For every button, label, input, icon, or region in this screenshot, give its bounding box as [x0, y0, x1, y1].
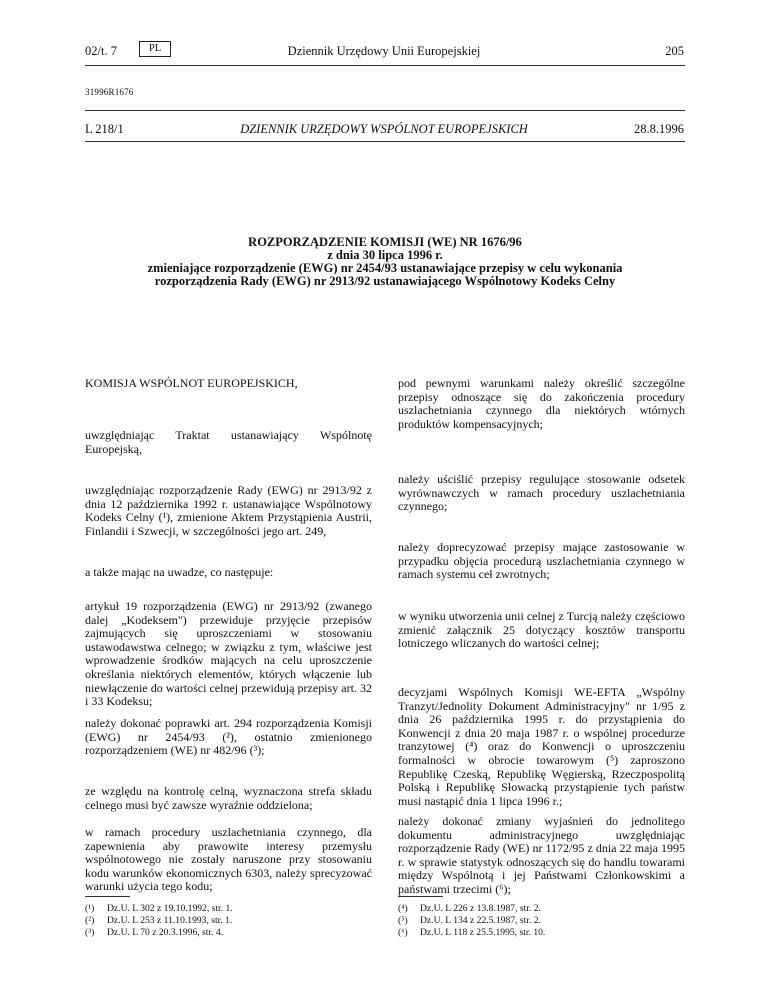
journal-title: Dziennik Urzędowy Unii Europejskiej — [287, 44, 481, 58]
recital-7: należy doprecyzować przepisy mające zastosowanie w przypadku objęcia procedurą uszlachetniania czynnego w ramach systemu ceł zwrotnych; — [398, 540, 685, 582]
original-reference: L 218/1 — [85, 122, 124, 136]
recital-8: w wyniku utworzenia unii celnej z Turcją należy częściowo zmienić załącznik 25 dotyczący kosztów transportu lotniczego wliczanych do wartości celnej; — [398, 609, 685, 651]
recital-9: decyzjami Wspólnych Komisji WE-EFTA „Wspólny Tranzyt/Jednolity Dokument Administracyjny" nr 1/95 z dnia 26 października 1995 r. do przystąpienia do Konwencji z dnia 20 maja 1987 r. o wspólnej procedurze tranzytowej (⁴) oraz do Konwencji o uproszczeniu formalności w obrocie towarowym (⁵) zaproszono Republikę Czeską, Republikę Węgierską, Rzeczpospolitą Polską i Republikę Słowacką przystąpienie tych państw musi nastąpić dnia 1 lipca 1996 r.; — [398, 685, 685, 808]
left-column — [85, 0, 372, 994]
regulation-subject-line1: zmieniające rozporządzenie (EWG) nr 2454/93 ustanawiające przepisy w celu wykonania — [147, 261, 623, 275]
footnote-6: (⁶) Dz.U. L 118 z 25.5.1995, str. 10. — [398, 927, 546, 938]
footnote-3: (³) Dz.U. L 70 z 20.3.1996, str. 4. — [85, 927, 224, 938]
footnote-rule-right — [398, 896, 443, 897]
footnote-5: (⁵) Dz.U. L 134 z 22.5.1987, str. 2. — [398, 915, 541, 926]
regulation-title: ROZPORZĄDZENIE KOMISJI (WE) NR 1676/96 — [248, 235, 522, 249]
section-number: 02/t. 7 — [85, 44, 117, 58]
original-journal-title: DZIENNIK URZĘDOWY WSPÓLNOT EUROPEJSKICH — [240, 122, 528, 136]
regulation-date: z dnia 30 lipca 1996 r. — [327, 248, 443, 262]
footnote-4: (⁴) Dz.U. L 226 z 13.8.1987, str. 2. — [398, 903, 541, 914]
language-badge: PL — [139, 41, 171, 57]
recital-10: należy dokonać zmiany wyjaśnień do jednolitego dokumentu administracyjnego uwzględniając rozporządzenie Rady (WE) nr 1172/95 z dnia 22 maja 1995 r. w sprawie statystyk odnoszących się do handlu towarami między Wspólnotą i jej Państwami Członkowskimi a państwami trzecimi (⁶); — [398, 814, 685, 896]
recital-5: pod pewnymi warunkami należy określić szczególne przepisy odnoszące się do zakończenia procedury uszlachetniania czynnego dla niektórych wtórnych produktów kompensacyjnych; — [398, 376, 685, 431]
footnote-1: (¹) Dz.U. L 302 z 19.10.1992, str. 1. — [85, 903, 233, 914]
footnote-2: (²) Dz.U. L 253 z 11.10.1993, str. 1. — [85, 915, 233, 926]
celex-number: 31996R1676 — [85, 87, 134, 97]
original-date: 28.8.1996 — [634, 122, 684, 136]
recital-6: należy uściślić przepisy regulujące stosowanie odsetek wyrównawczych w ramach procedury uszlachetniania czynnego; — [398, 472, 685, 514]
recital-4: w ramach procedury uszlachetniania czynnego, dla zapewnienia aby prawowite interesy przemysłu wspólnotowego nie zostały naruszone przy stosowaniu kodu warunków ekonomicznych 6303, należy sprecyzować warunki użycia tego kodu; — [85, 825, 372, 894]
right-column — [398, 0, 685, 994]
recital-customs-code: uwzględniając rozporządzenie Rady (EWG) nr 2913/92 z dnia 12 października 1992 r. ustanawiające Wspólnotowy Kodeks Celny (¹), zmienione Aktem Przystąpienia Austrii, Finlandii i Szwecji, w szczególności jego art. 249, — [85, 483, 372, 538]
regulation-subject-line2: rozporządzenia Rady (EWG) nr 2913/92 ustanawiającego Wspólnotowy Kodeks Celny — [154, 274, 616, 288]
footnote-rule-left — [85, 896, 130, 897]
recital-2: należy dokonać poprawki art. 294 rozporządzenia Komisji (EWG) nr 2454/93 (²), ostatnio zmienionego rozporządzeniem (WE) nr 482/96 (³); — [85, 716, 372, 758]
recital-3: ze względu na kontrolę celną, wyznaczona strefa składu celnego musi być zawsze wyraźnie oddzielona; — [85, 784, 372, 812]
page-number: 205 — [665, 44, 684, 58]
recital-1: artykuł 19 rozporządzenia (EWG) nr 2913/92 (zwanego dalej „Kodeksem") przewiduje przyjęcie przepisów zajmujących się uproszczeniami w stosowaniu ustawodawstwa celnego; w związku z tym, właściwe jest wprowadzenie środków mających na celu uproszczenie określania niektórych elementów, których włączenie lub niewłączenie do wartości celnej przewidują przepisy art. 32 i 33 Kodeksu; — [85, 599, 372, 709]
recital-intro: a także mając na uwadze, co następuje: — [85, 565, 274, 579]
recital-treaty: uwzględniając Traktat ustanawiający Wspólnotę Europejską, — [85, 428, 372, 456]
issuing-body: KOMISJA WSPÓLNOT EUROPEJSKICH, — [85, 376, 298, 390]
